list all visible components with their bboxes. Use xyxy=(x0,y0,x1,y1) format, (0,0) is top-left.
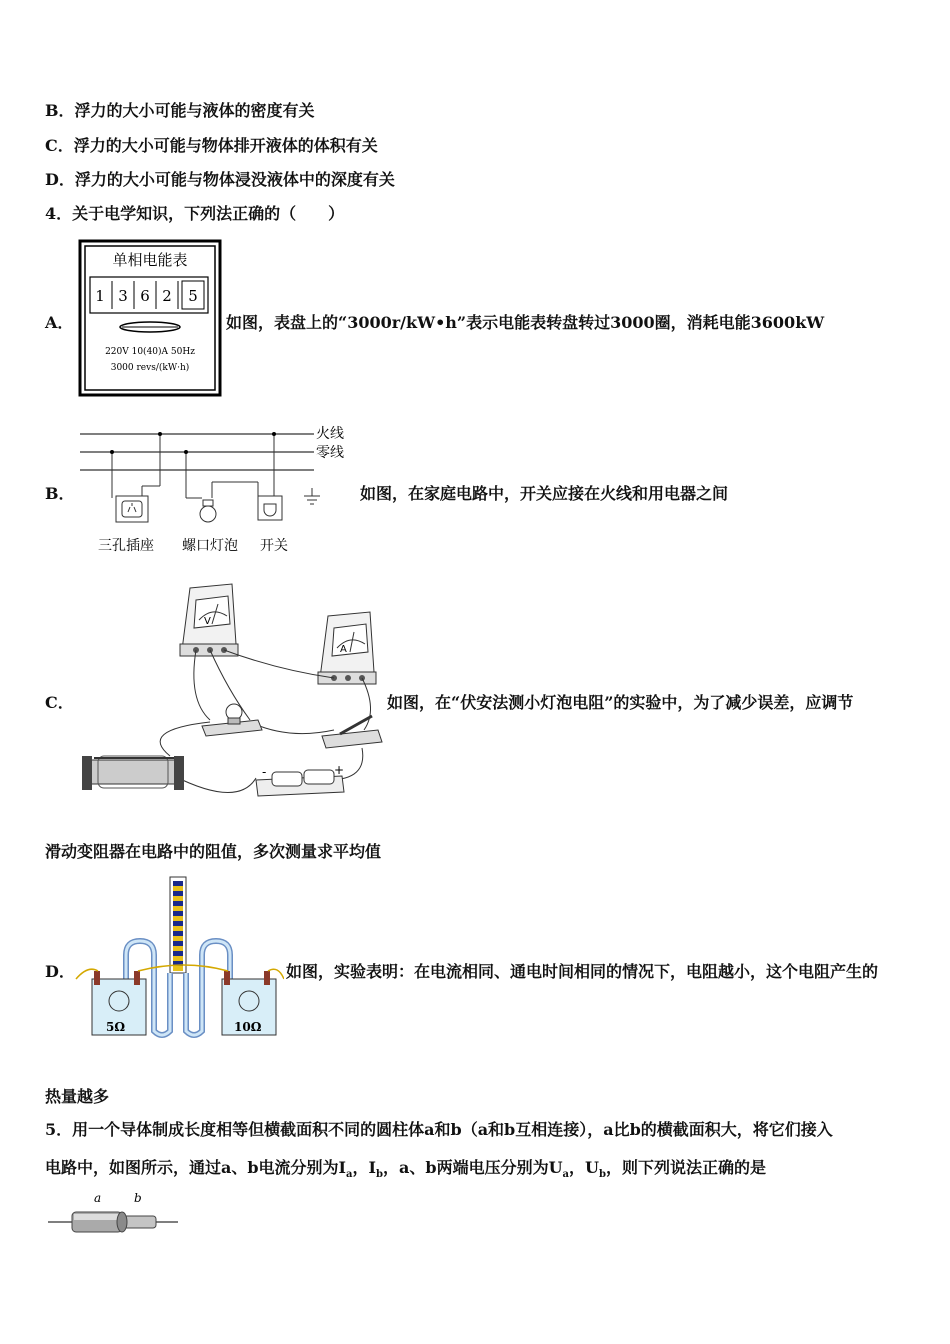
electric-meter-figure xyxy=(78,239,222,397)
option-b-text-q4: 如图，在家庭电路中，开关应接在火线和用电器之间 xyxy=(360,484,729,503)
live-wire-label: 火线 xyxy=(316,426,344,442)
voltammetry-figure xyxy=(78,580,386,802)
option-d-text-continued: 热量越多 xyxy=(45,1087,110,1106)
option-c-text-continued: 滑动变阻器在电路中的阻值，多次测量求平均值 xyxy=(45,842,382,861)
conductor-figure xyxy=(46,1188,186,1238)
meter-digit: 5 xyxy=(188,287,198,305)
svg-text:-: - xyxy=(262,765,267,779)
socket-label: 三孔插座 xyxy=(98,538,154,554)
option-c-text: C．浮力的大小可能与物体排开液体的体积有关 xyxy=(45,136,378,155)
meter-spec-1: 220V 10(40)A 50Hz xyxy=(105,347,195,357)
meter-digit: 2 xyxy=(162,287,172,305)
joule-heating-figure xyxy=(74,875,284,1043)
option-a-text: 如图，表盘上的“3000r/kW•h”表示电能表转盘转过3000圈，消耗电能3600kW xyxy=(226,313,825,332)
option-a-letter: A． xyxy=(45,313,74,332)
bulb-label: 螺口灯泡 xyxy=(182,538,238,554)
option-d-letter: D． xyxy=(45,962,75,981)
resistor-5-label: 5Ω xyxy=(106,1020,126,1034)
option-b-letter: B． xyxy=(45,484,75,503)
meter-digit: 3 xyxy=(118,287,128,305)
option-d-text: D．浮力的大小可能与物体浸没液体中的深度有关 xyxy=(45,170,395,189)
option-d-text-q4: 如图，实验表明：在电流相同、通电时间相同的情况下，电阻越小，这个电阻产生的 xyxy=(286,962,879,981)
neutral-wire-label: 零线 xyxy=(316,445,344,461)
option-b-text: B．浮力的大小可能与液体的密度有关 xyxy=(45,101,315,120)
resistor-10-label: 10Ω xyxy=(234,1020,262,1034)
question-4-stem: 4．关于电学知识，下列法正确的（ ） xyxy=(45,204,345,223)
meter-title: 单相电能表 xyxy=(112,251,188,269)
meter-digit: 6 xyxy=(140,287,150,305)
voltmeter-symbol: V xyxy=(204,616,211,627)
svg-text:+: + xyxy=(334,763,345,777)
question-5-line-2: 电路中，如图所示，通过a、b电流分别为$I_a$，$I_b$，a、b两端电压分别为$U_a$，$U_b$，则下列说法正确的是 xyxy=(45,1158,767,1181)
ammeter-symbol: A xyxy=(340,644,347,655)
label-a: a xyxy=(94,1191,102,1205)
switch-label: 开关 xyxy=(260,538,288,554)
question-5-line-1: 5．用一个导体制成长度相等但横截面积不同的圆柱体a和b（a和b互相连接），a比b的横截面积大，将它们接入 xyxy=(45,1120,833,1139)
option-c-text: 如图，在“伏安法测小灯泡电阻”的实验中，为了减少误差，应调节 xyxy=(387,693,854,712)
meter-digit: 1 xyxy=(95,287,105,305)
household-circuit-figure xyxy=(78,418,358,560)
meter-spec-2: 3000 revs/(kW·h) xyxy=(110,363,190,373)
label-b: b xyxy=(134,1191,142,1205)
option-c-letter: C． xyxy=(45,693,74,712)
